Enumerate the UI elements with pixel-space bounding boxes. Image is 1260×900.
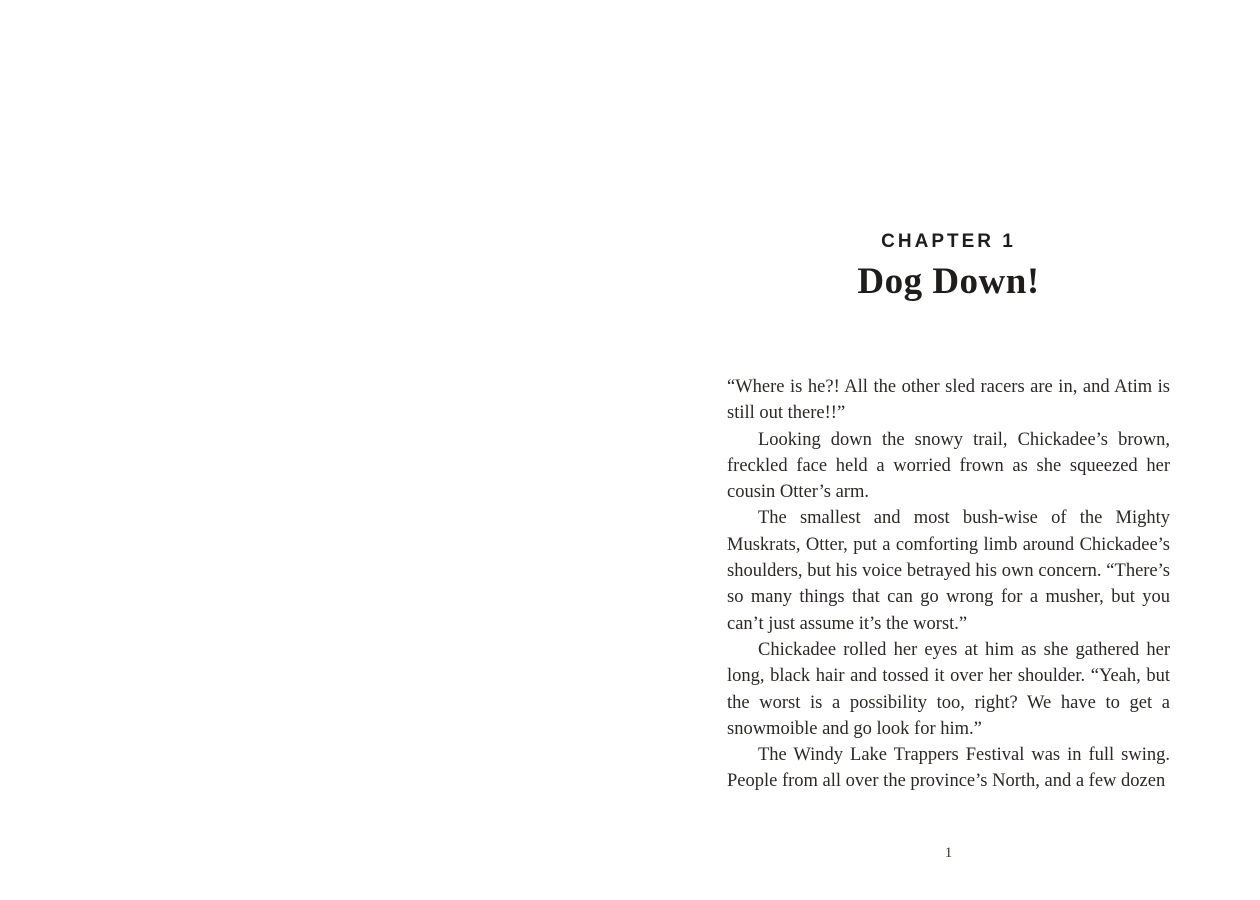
paragraph: The Windy Lake Trappers Festival was in full swing. People from all over the province’s North, and a few dozen: [727, 745, 1170, 792]
chapter-title: Dog Down!: [857, 261, 1040, 302]
paragraph: Looking down the snowy trail, Chickadee’s brown, freckled face held a worried frown as she squeezed her cousin Otter’s arm.: [727, 429, 1170, 503]
paragraph: Chickadee rolled her eyes at him as she gathered her long, black hair and tossed it over her shoulder. “Yeah, but the worst is a possibility too, right? We have to get a snowmoible and go look for him.”: [727, 639, 1170, 739]
paragraph: The smallest and most bush-wise of the Mighty Muskrats, Otter, put a comforting limb around Chickadee’s shoulders, but his voice betrayed his own concern. “There’s so many things that can go wrong for a musher, but you can’t just assume it’s the worst.”: [727, 508, 1170, 634]
right-page: [630, 0, 1260, 900]
chapter-label: CHAPTER 1: [881, 231, 1016, 252]
chapter-body-text: [727, 374, 1170, 795]
page-number: 1: [944, 845, 953, 861]
paragraph: “Where is he?! All the other sled racers are in, and Atim is still out there!!”: [727, 377, 1170, 424]
